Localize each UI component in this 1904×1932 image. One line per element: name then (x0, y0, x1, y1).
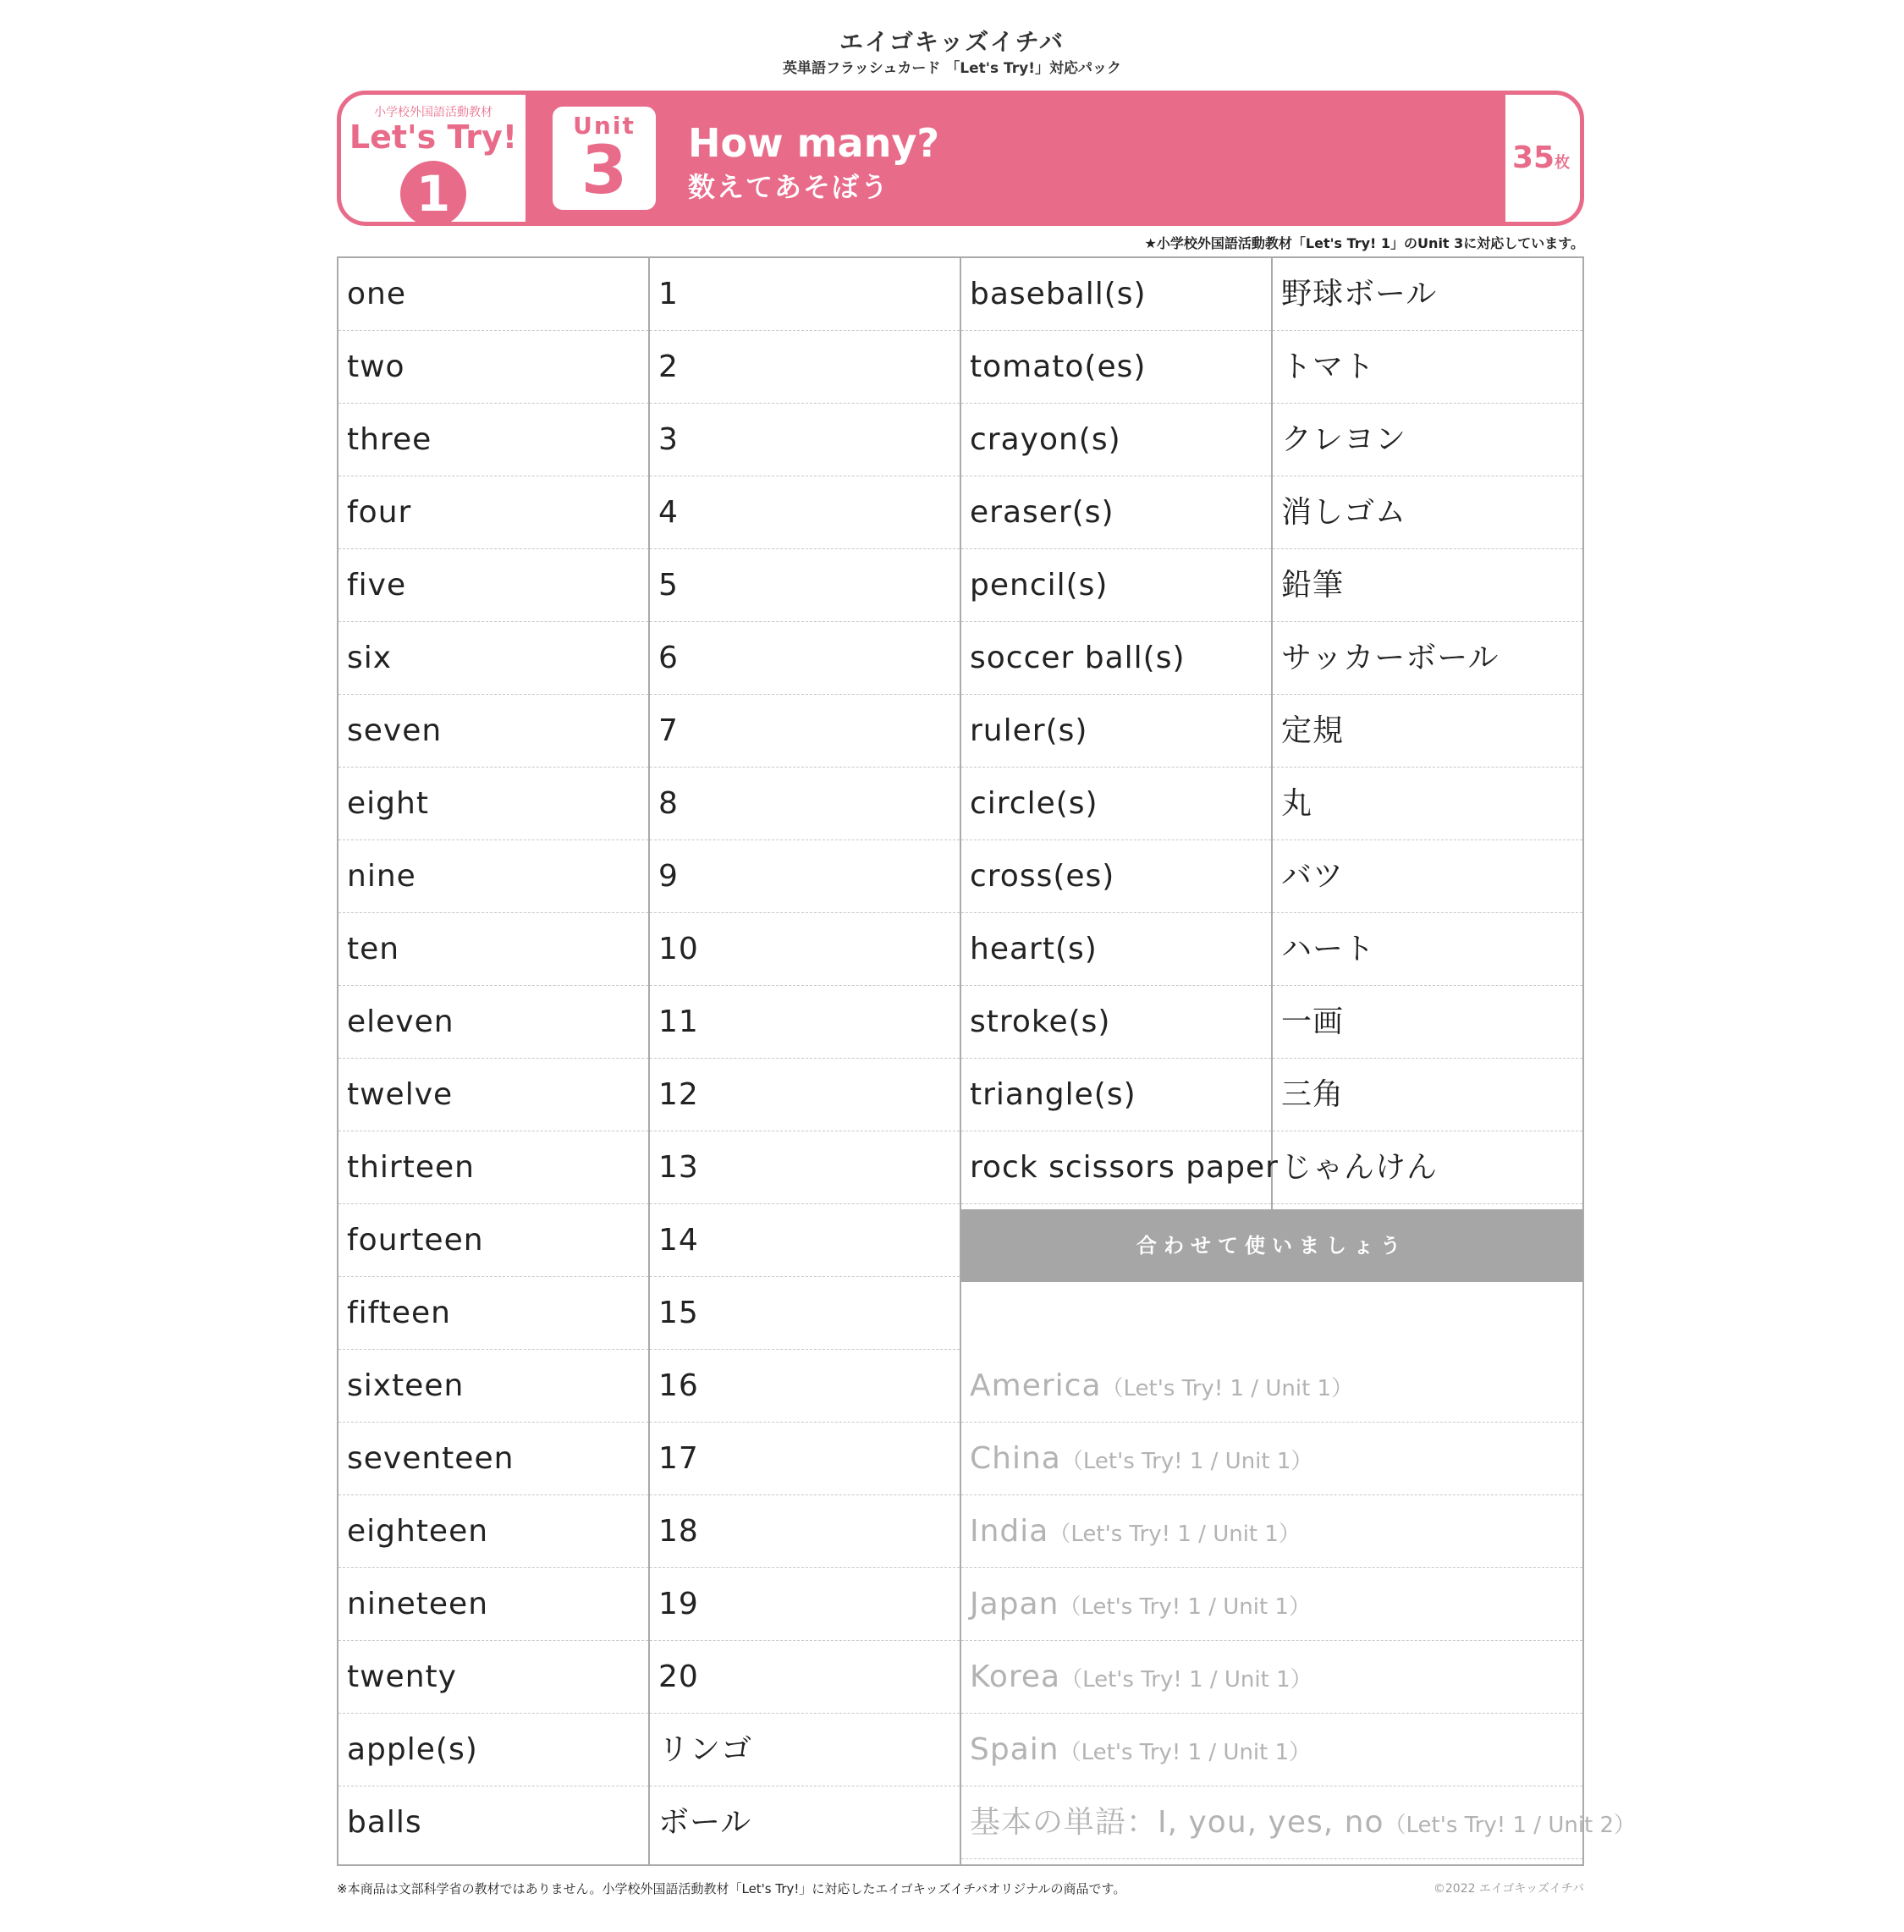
also-use-source: （Let's Try! 1 / Unit 2） (1384, 1813, 1637, 1838)
word-english: sixteen (338, 1350, 648, 1423)
word-japanese: 1 (650, 258, 960, 331)
card-count-number: 35 (1512, 140, 1555, 175)
also-use-source: （Let's Try! 1 / Unit 1） (1059, 1594, 1311, 1620)
word-english: heart(s) (961, 913, 1271, 986)
also-use-source: （Let's Try! 1 / Unit 1） (1048, 1522, 1301, 1547)
brand-subtitle: 英単語フラッシュカード 「Let's Try!」対応パック (783, 60, 1121, 77)
word-japanese: 2 (650, 331, 960, 404)
word-japanese: 15 (650, 1277, 960, 1350)
word-english: tomato(es) (961, 331, 1271, 404)
word-english: apple(s) (338, 1714, 648, 1786)
word-english: six (338, 622, 648, 695)
card-count-badge (1505, 95, 1580, 222)
also-use-item (961, 1495, 1582, 1568)
also-use-source: （Let's Try! 1 / Unit 1） (1060, 1667, 1312, 1693)
word-english: eighteen (338, 1495, 648, 1568)
word-japanese: バツ (1273, 840, 1582, 913)
word-japanese: 19 (650, 1568, 960, 1641)
word-japanese: 丸 (1273, 768, 1582, 840)
word-japanese: サッカーボール (1273, 622, 1582, 695)
vocab-table (337, 256, 1637, 1866)
book-series: 小学校外国語活動教材 (374, 106, 493, 119)
word-japanese: 4 (650, 476, 960, 549)
also-use-item (961, 1786, 1637, 1859)
word-japanese: 11 (650, 986, 960, 1059)
also-use-word: Korea (970, 1660, 1061, 1694)
word-english: eleven (338, 986, 648, 1059)
word-english: five (338, 549, 648, 622)
card-count (1512, 140, 1570, 175)
book-name: Let's Try! (349, 118, 518, 156)
word-japanese: 17 (650, 1423, 960, 1495)
footer-copyright: ©2022 エイゴキッズイチバ (1433, 1882, 1584, 1896)
word-japanese: 3 (650, 404, 960, 476)
word-english: seventeen (338, 1423, 648, 1495)
word-english: fourteen (338, 1204, 648, 1277)
word-japanese: 16 (650, 1350, 960, 1423)
word-japanese: トマト (1273, 331, 1582, 404)
word-japanese: 8 (650, 768, 960, 840)
also-use-word: India (970, 1514, 1049, 1549)
unit-label: Unit (573, 112, 636, 140)
word-japanese: 鉛筆 (1273, 549, 1582, 622)
also-use-word: America (970, 1368, 1102, 1403)
also-use-item (961, 1568, 1582, 1641)
word-japanese: ボール (658, 1805, 752, 1840)
unit-badge (553, 107, 656, 210)
word-japanese: 5 (650, 549, 960, 622)
word-english: baseball(s) (961, 258, 1271, 331)
word-english: two (338, 331, 648, 404)
also-use-word: Japan (970, 1587, 1059, 1621)
word-japanese: 消しゴム (1273, 476, 1582, 549)
word-japanese: 7 (650, 695, 960, 768)
word-english: ruler(s) (961, 695, 1271, 768)
word-japanese: じゃんけん (1273, 1131, 1582, 1204)
unit-title-en: How many? (688, 120, 940, 166)
word-english: twenty (338, 1641, 648, 1714)
word-english: nine (338, 840, 648, 913)
word-english: crayon(s) (961, 404, 1271, 476)
word-english: cross(es) (961, 840, 1271, 913)
word-japanese: 12 (650, 1059, 960, 1131)
word-japanese: 10 (650, 913, 960, 986)
also-use-word: China (970, 1441, 1061, 1476)
word-japanese: 18 (650, 1495, 960, 1568)
word-japanese: ハート (1273, 913, 1582, 986)
word-english: stroke(s) (961, 986, 1271, 1059)
also-use-word: 基本の単語：I, you, yes, no (970, 1805, 1384, 1840)
word-japanese: クレヨン (1273, 404, 1582, 476)
word-japanese: 13 (650, 1131, 960, 1204)
word-english: thirteen (338, 1131, 648, 1204)
brand-name: エイゴキッズイチバ (839, 28, 1065, 56)
word-english: ten (338, 913, 648, 986)
word-english: circle(s) (961, 768, 1271, 840)
word-english: eraser(s) (961, 476, 1271, 549)
word-english: four (338, 476, 648, 549)
also-use-source: （Let's Try! 1 / Unit 1） (1060, 1449, 1313, 1474)
word-japanese: 20 (650, 1641, 960, 1714)
word-english: one (338, 258, 648, 331)
footer-disclaimer: ※本商品は文部科学省の教材ではありません。小学校外国語活動教材「Let's Try!」に対応したエイゴキッズイチバオリジナルの商品です。 (337, 1881, 1126, 1896)
word-japanese: 三角 (1273, 1059, 1582, 1131)
word-japanese: 定規 (1273, 695, 1582, 768)
word-english: nineteen (338, 1568, 648, 1641)
unit-banner (337, 91, 1584, 226)
word-english: triangle(s) (961, 1059, 1271, 1131)
also-use-item (961, 1423, 1582, 1495)
also-use-source: （Let's Try! 1 / Unit 1） (1101, 1376, 1354, 1401)
word-english: fifteen (338, 1277, 648, 1350)
word-japanese: 14 (650, 1204, 960, 1277)
word-japanese: リンゴ (650, 1714, 960, 1786)
word-japanese: 一画 (1273, 986, 1582, 1059)
word-english: seven (338, 695, 648, 768)
word-japanese: 野球ボール (1273, 258, 1582, 331)
book-number: 1 (400, 161, 466, 226)
word-english: rock scissors paper (961, 1131, 1271, 1204)
unit-number: 3 (581, 133, 628, 209)
also-use-item (961, 1641, 1582, 1714)
word-english: balls (347, 1805, 422, 1840)
also-use-source: （Let's Try! 1 / Unit 1） (1059, 1740, 1312, 1765)
word-english: eight (338, 768, 648, 840)
word-english: three (338, 404, 648, 476)
also-use-item (961, 1350, 1582, 1423)
also-use-word: Spain (970, 1732, 1059, 1767)
also-use-heading: 合わせて使いましょう (961, 1209, 1582, 1282)
also-use-item (961, 1714, 1582, 1786)
unit-title-ja: 数えてあそぼう (688, 171, 890, 203)
word-japanese: 9 (650, 840, 960, 913)
card-count-unit: 枚 (1555, 154, 1571, 172)
word-english: soccer ball(s) (961, 622, 1271, 695)
book-badge (341, 95, 526, 222)
word-english: pencil(s) (961, 549, 1271, 622)
word-english: twelve (338, 1059, 648, 1131)
correspondence-note: ★小学校外国語活動教材「Let's Try! 1」のUnit 3に対応しています。 (1144, 235, 1584, 251)
word-japanese: 6 (650, 622, 960, 695)
